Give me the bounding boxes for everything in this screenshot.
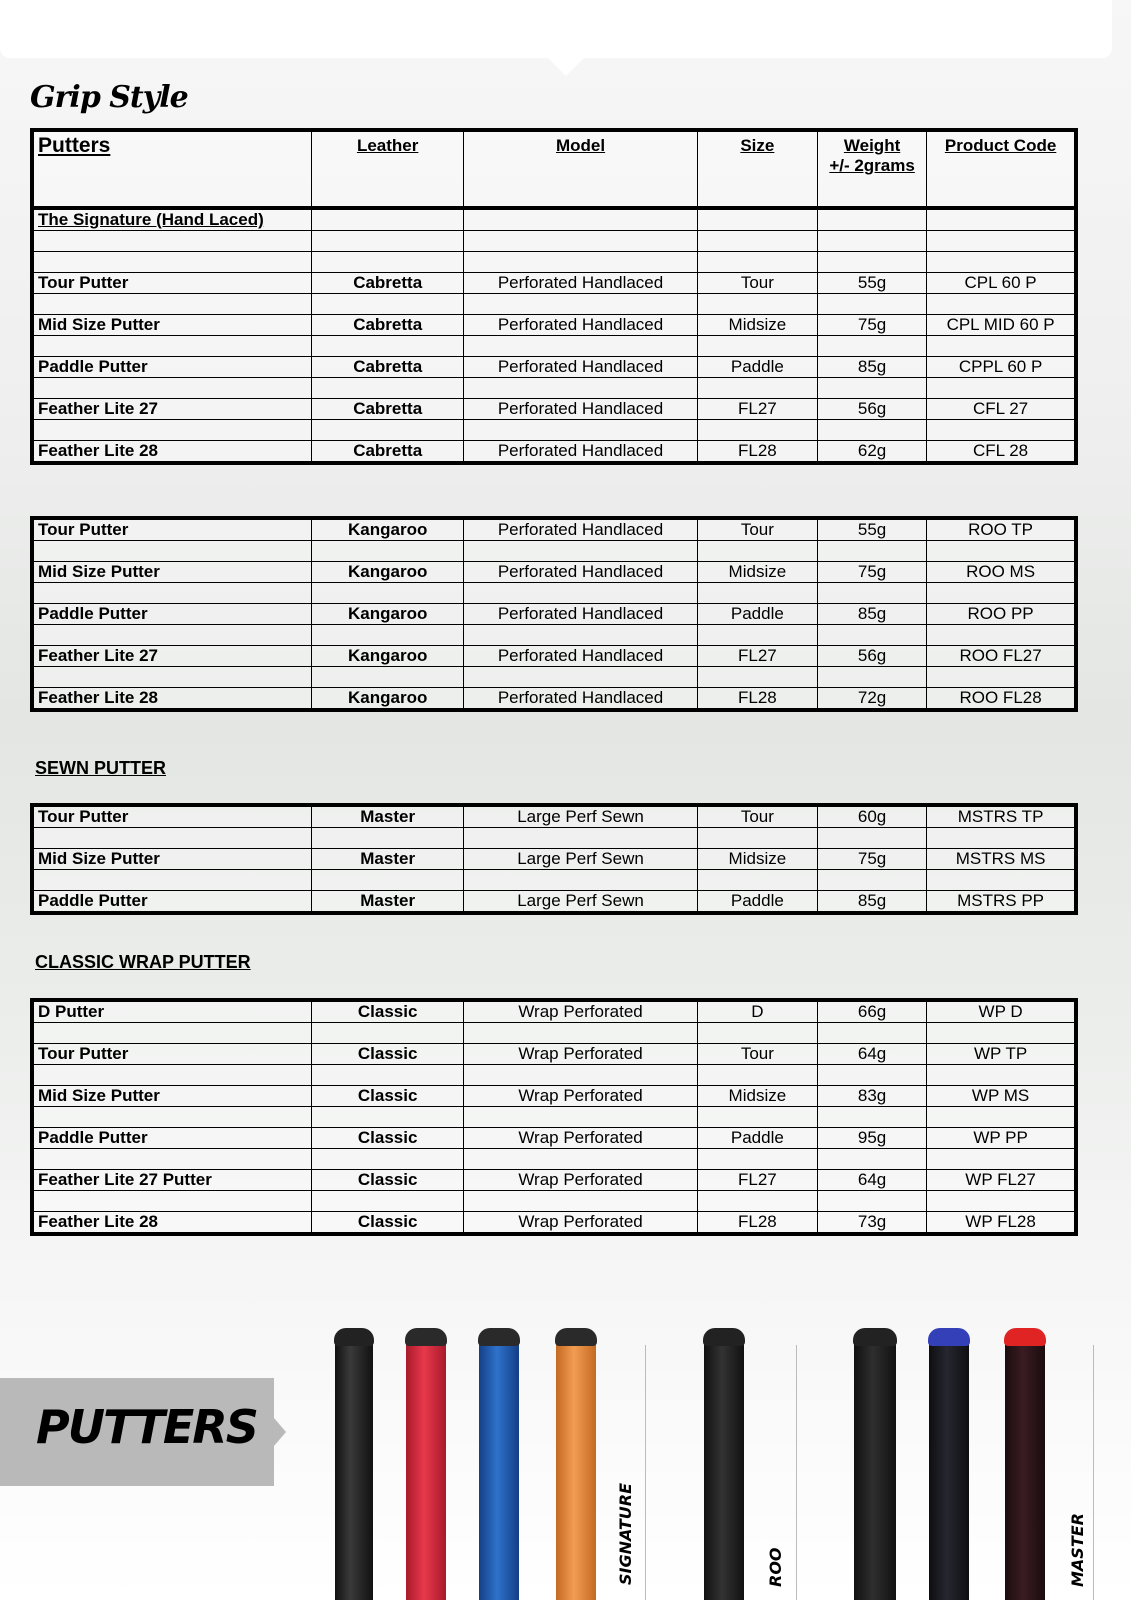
row-code: MSTRS TP	[927, 805, 1076, 828]
row-size: Paddle	[697, 1128, 817, 1149]
putters-banner-label: PUTTERS	[36, 1400, 257, 1454]
header-size: Size	[697, 130, 817, 208]
row-name: Mid Size Putter	[32, 1086, 312, 1107]
row-leather: Kangaroo	[312, 562, 464, 583]
row-code: ROO PP	[927, 604, 1076, 625]
row-size: FL27	[697, 646, 817, 667]
row-leather: Master	[312, 849, 464, 870]
row-code: WP FL28	[927, 1212, 1076, 1235]
row-leather: Classic	[312, 1000, 464, 1023]
row-size: FL28	[697, 688, 817, 711]
row-leather: Classic	[312, 1170, 464, 1191]
header-weight-line2: +/- 2grams	[829, 156, 915, 175]
row-leather: Cabretta	[312, 273, 464, 294]
row-size: Tour	[697, 1044, 817, 1065]
row-name: Tour Putter	[32, 805, 312, 828]
row-weight: 95g	[817, 1128, 926, 1149]
row-code: CPPL 60 P	[927, 357, 1076, 378]
kangaroo-table	[30, 516, 1078, 712]
row-code: WP PP	[927, 1128, 1076, 1149]
signature-grip-label: SIGNATURE	[616, 1482, 635, 1585]
row-leather: Kangaroo	[312, 688, 464, 711]
header-product-code: Product Code	[927, 130, 1076, 208]
row-size: Tour	[697, 805, 817, 828]
row-code: CPL 60 P	[927, 273, 1076, 294]
table-row	[32, 1086, 1076, 1107]
header-weight	[817, 130, 926, 208]
table-row	[32, 1000, 1076, 1023]
table-row	[32, 1212, 1076, 1235]
row-model: Perforated Handlaced	[464, 399, 697, 420]
row-name: Paddle Putter	[32, 891, 312, 914]
row-model: Large Perf Sewn	[464, 891, 697, 914]
row-weight: 85g	[817, 604, 926, 625]
sewn-putter-title: SEWN PUTTER	[35, 758, 167, 778]
row-name: Mid Size Putter	[32, 562, 312, 583]
top-header-bar	[0, 0, 1112, 58]
row-code: ROO MS	[927, 562, 1076, 583]
row-size: FL27	[697, 399, 817, 420]
row-leather: Kangaroo	[312, 604, 464, 625]
row-leather: Master	[312, 891, 464, 914]
row-name: Tour Putter	[32, 273, 312, 294]
row-weight: 55g	[817, 518, 926, 541]
row-name: D Putter	[32, 1000, 312, 1023]
row-size: D	[697, 1000, 817, 1023]
row-leather: Master	[312, 805, 464, 828]
header-weight-line1: Weight	[843, 136, 901, 155]
master-grip-label: MASTER	[1068, 1513, 1087, 1587]
row-model: Perforated Handlaced	[464, 315, 697, 336]
row-code: ROO TP	[927, 518, 1076, 541]
row-model: Perforated Handlaced	[464, 604, 697, 625]
row-size: Midsize	[697, 849, 817, 870]
table-row	[32, 891, 1076, 914]
row-model: Wrap Perforated	[464, 1170, 697, 1191]
row-code: WP FL27	[927, 1170, 1076, 1191]
table-row	[32, 1170, 1076, 1191]
row-weight: 66g	[817, 1000, 926, 1023]
row-code: ROO FL27	[927, 646, 1076, 667]
row-size: FL28	[697, 441, 817, 464]
signature-title: The Signature (Hand Laced)	[32, 208, 312, 231]
row-weight: 62g	[817, 441, 926, 464]
row-weight: 75g	[817, 562, 926, 583]
page-title: Grip Style	[30, 80, 188, 115]
row-size: Paddle	[697, 891, 817, 914]
table-row	[32, 849, 1076, 870]
row-leather: Classic	[312, 1212, 464, 1235]
row-weight: 60g	[817, 805, 926, 828]
table-row	[32, 399, 1076, 420]
row-weight: 75g	[817, 849, 926, 870]
grip-roo-black	[704, 1330, 744, 1600]
grip-divider	[796, 1345, 797, 1600]
row-name: Feather Lite 28	[32, 688, 312, 711]
row-model: Perforated Handlaced	[464, 441, 697, 464]
header-model: Model	[464, 130, 697, 208]
row-model: Perforated Handlaced	[464, 562, 697, 583]
row-model: Perforated Handlaced	[464, 518, 697, 541]
row-name: Paddle Putter	[32, 604, 312, 625]
grip-master-red-cap	[1005, 1330, 1045, 1600]
row-size: Paddle	[697, 604, 817, 625]
row-model: Wrap Perforated	[464, 1212, 697, 1235]
row-size: Midsize	[697, 562, 817, 583]
classic-wrap-putter-title: CLASSIC WRAP PUTTER	[35, 952, 251, 972]
grip-master-blue-cap	[929, 1330, 969, 1600]
row-leather: Classic	[312, 1128, 464, 1149]
row-weight: 72g	[817, 688, 926, 711]
row-code: ROO FL28	[927, 688, 1076, 711]
grip-divider	[645, 1345, 646, 1600]
row-size: Tour	[697, 518, 817, 541]
row-name: Feather Lite 28	[32, 441, 312, 464]
row-code: WP TP	[927, 1044, 1076, 1065]
row-code: WP MS	[927, 1086, 1076, 1107]
table-row	[32, 604, 1076, 625]
row-model: Large Perf Sewn	[464, 849, 697, 870]
row-weight: 55g	[817, 273, 926, 294]
roo-grip-label: ROO	[766, 1547, 785, 1587]
row-leather: Cabretta	[312, 441, 464, 464]
row-name: Tour Putter	[32, 1044, 312, 1065]
row-weight: 85g	[817, 891, 926, 914]
row-name: Mid Size Putter	[32, 849, 312, 870]
row-leather: Cabretta	[312, 357, 464, 378]
banner-arrow-icon	[274, 1418, 286, 1446]
row-code: CFL 28	[927, 441, 1076, 464]
row-name: Feather Lite 27 Putter	[32, 1170, 312, 1191]
table-row	[32, 273, 1076, 294]
table-row	[32, 688, 1076, 711]
table-row	[32, 518, 1076, 541]
row-code: CPL MID 60 P	[927, 315, 1076, 336]
row-code: MSTRS PP	[927, 891, 1076, 914]
row-code: CFL 27	[927, 399, 1076, 420]
signature-title-row	[32, 208, 1076, 231]
sewn-table	[30, 803, 1078, 915]
row-weight: 83g	[817, 1086, 926, 1107]
row-name: Feather Lite 28	[32, 1212, 312, 1235]
row-leather: Classic	[312, 1086, 464, 1107]
header-leather: Leather	[312, 130, 464, 208]
row-weight: 85g	[817, 357, 926, 378]
header-putters: Putters	[32, 130, 312, 208]
table-row	[32, 1044, 1076, 1065]
table-row	[32, 562, 1076, 583]
classic-wrap-table	[30, 998, 1078, 1236]
table-row	[32, 357, 1076, 378]
row-weight: 64g	[817, 1044, 926, 1065]
grip-divider	[1093, 1345, 1094, 1600]
row-name: Tour Putter	[32, 518, 312, 541]
table-row	[32, 1128, 1076, 1149]
row-name: Mid Size Putter	[32, 315, 312, 336]
row-leather: Kangaroo	[312, 646, 464, 667]
row-name: Paddle Putter	[32, 357, 312, 378]
grip-signature-orange	[556, 1330, 596, 1600]
grip-signature-blue	[479, 1330, 519, 1600]
grip-signature-red	[406, 1330, 446, 1600]
row-model: Large Perf Sewn	[464, 805, 697, 828]
row-size: Midsize	[697, 315, 817, 336]
header-row	[32, 130, 1076, 208]
row-model: Wrap Perforated	[464, 1086, 697, 1107]
row-model: Wrap Perforated	[464, 1044, 697, 1065]
header-notch	[548, 58, 584, 76]
table-row	[32, 646, 1076, 667]
row-size: Tour	[697, 273, 817, 294]
row-size: Paddle	[697, 357, 817, 378]
table-row	[32, 315, 1076, 336]
grip-master-black	[854, 1330, 896, 1600]
cabretta-table	[30, 128, 1078, 465]
row-model: Wrap Perforated	[464, 1128, 697, 1149]
row-weight: 56g	[817, 646, 926, 667]
row-code: WP D	[927, 1000, 1076, 1023]
row-model: Perforated Handlaced	[464, 273, 697, 294]
row-leather: Kangaroo	[312, 518, 464, 541]
row-weight: 73g	[817, 1212, 926, 1235]
grip-signature-black	[335, 1330, 373, 1600]
row-weight: 75g	[817, 315, 926, 336]
table-row	[32, 441, 1076, 464]
row-model: Perforated Handlaced	[464, 688, 697, 711]
row-leather: Cabretta	[312, 315, 464, 336]
row-model: Perforated Handlaced	[464, 646, 697, 667]
row-model: Perforated Handlaced	[464, 357, 697, 378]
row-size: FL28	[697, 1212, 817, 1235]
row-name: Feather Lite 27	[32, 399, 312, 420]
row-weight: 64g	[817, 1170, 926, 1191]
row-name: Paddle Putter	[32, 1128, 312, 1149]
table-row	[32, 805, 1076, 828]
row-code: MSTRS MS	[927, 849, 1076, 870]
row-leather: Classic	[312, 1044, 464, 1065]
row-model: Wrap Perforated	[464, 1000, 697, 1023]
row-leather: Cabretta	[312, 399, 464, 420]
row-weight: 56g	[817, 399, 926, 420]
row-size: FL27	[697, 1170, 817, 1191]
row-name: Feather Lite 27	[32, 646, 312, 667]
row-size: Midsize	[697, 1086, 817, 1107]
